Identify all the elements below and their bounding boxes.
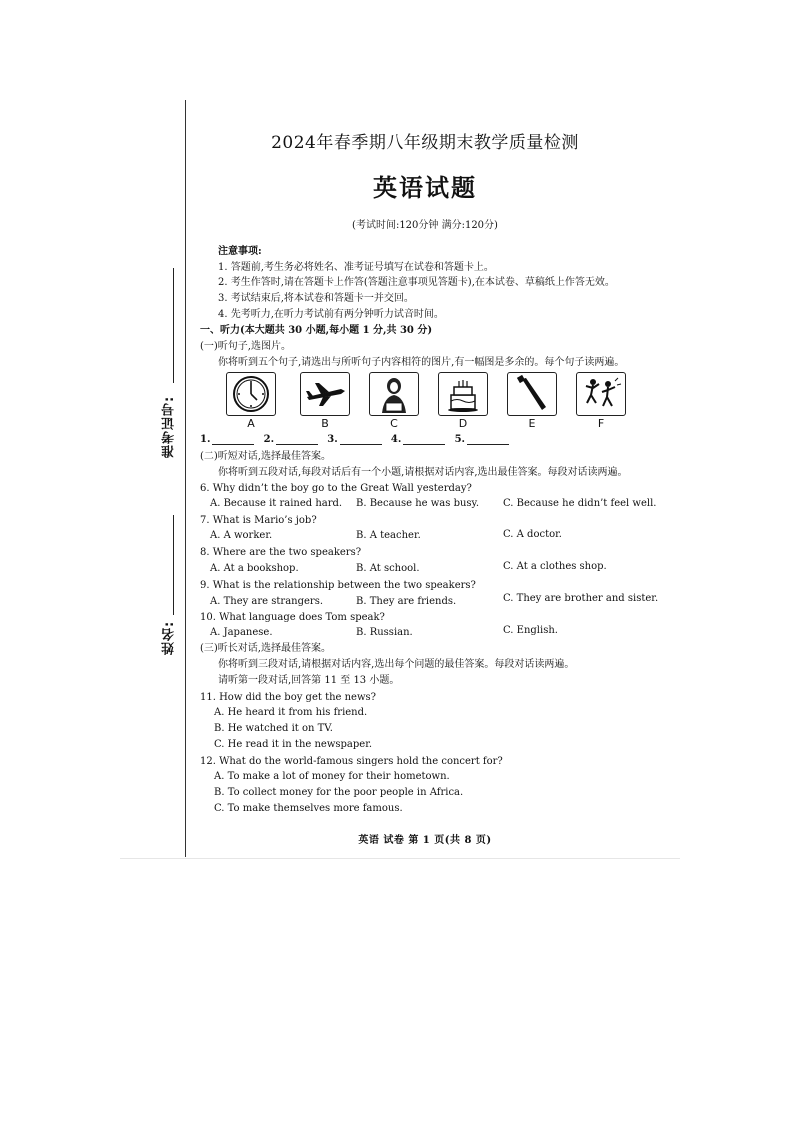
blank-number: 3.	[327, 434, 338, 445]
section-heading: 一、听力(本大题共 30 小题,每小题 1 分,共 30 分)	[200, 325, 433, 336]
option-b: B. They are friends.	[356, 596, 457, 607]
option-c: C. Because he didn’t feel well.	[503, 498, 657, 509]
note-item: 2. 考生作答时,请在答题卡上作答(答题注意事项见答题卡),在本试卷、草稿纸上作答无效。	[218, 277, 615, 288]
option-b: B. He watched it on TV.	[214, 723, 333, 734]
page-footer: 英语 试卷 第 1 页(共 8 页)	[358, 835, 492, 846]
part-heading: (二)听短对话,选择最佳答案。	[200, 451, 331, 462]
option-c: C. A doctor.	[503, 529, 562, 540]
option-a: A. They are strangers.	[210, 596, 324, 607]
question-9: 9. What is the relationship between the two speakers?	[200, 580, 476, 591]
picture-label: E	[528, 417, 536, 430]
part-heading: (三)听长对话,选择最佳答案。	[200, 643, 331, 654]
option-b: B. At school.	[356, 563, 420, 574]
question-6: 6. Why didn’t the boy go to the Great Wall yesterday?	[200, 483, 472, 494]
part-instruction: 你将听到五段对话,每段对话后有一个小题,请根据对话内容,选出最佳答案。每段对话读两遍。	[218, 467, 628, 478]
picture-label: D	[458, 417, 468, 430]
note-item: 3. 考试结束后,将本试卷和答题卡一并交回。	[218, 293, 414, 304]
picture-label: F	[597, 417, 605, 430]
blank-number: 5.	[454, 434, 466, 445]
option-c: C. English.	[503, 625, 558, 636]
question-10: 10. What language does Tom speak?	[200, 612, 385, 623]
exam-time-info: (考试时间:120分钟 满分:120分)	[352, 220, 498, 231]
option-a: A. At a bookshop.	[210, 563, 299, 574]
option-a: A. He heard it from his friend.	[214, 707, 368, 718]
question-12: 12. What do the world-famous singers hold the concert for?	[200, 756, 503, 767]
birthday-cake-icon	[438, 372, 488, 430]
question-11: 11. How did the boy get the news?	[200, 692, 377, 703]
answer-blank[interactable]	[403, 434, 445, 445]
binding-line	[185, 100, 186, 857]
part-instruction: 你将听到五个句子,请选出与所听句子内容相符的图片,有一幅图是多余的。每个句子读两遍。	[218, 357, 625, 368]
option-b: B. To collect money for the poor people in Africa.	[214, 787, 464, 798]
ticket-number-underline	[173, 268, 174, 383]
name-underline	[173, 515, 174, 615]
part-heading: (一)听句子,选图片。	[200, 341, 291, 352]
ticket-number-label: 准考证号:	[162, 395, 177, 458]
name-label: 姓名:	[162, 620, 177, 655]
picture-label: A	[247, 417, 255, 430]
option-b: B. A teacher.	[356, 530, 421, 541]
note-item: 4. 先考听力,在听力考试前有两分钟听力试音时间。	[218, 309, 444, 320]
part-sub-instruction: 请听第一段对话,回答第 11 至 13 小题。	[218, 675, 400, 686]
woman-portrait-icon	[369, 372, 419, 430]
option-c: C. At a clothes shop.	[503, 561, 607, 572]
blank-number: 4.	[390, 434, 402, 445]
answer-blanks	[200, 434, 515, 445]
picture-label: B	[321, 417, 329, 430]
exam-subject-title: 英语试题	[373, 173, 477, 202]
page-edge-line	[120, 858, 680, 859]
answer-blank[interactable]	[467, 434, 509, 445]
option-c: C. To make themselves more famous.	[214, 803, 403, 814]
question-8: 8. Where are the two speakers?	[200, 547, 362, 558]
blank-number: 2.	[263, 434, 275, 445]
option-c: C. He read it in the newspaper.	[214, 739, 373, 750]
cricket-bat-icon	[507, 372, 557, 430]
answer-blank[interactable]	[340, 434, 382, 445]
exam-title: 2024年春季期八年级期末教学质量检测	[271, 133, 579, 153]
option-a: A. Because it rained hard.	[210, 498, 343, 509]
notes-heading: 注意事项:	[218, 246, 262, 257]
answer-blank[interactable]	[276, 434, 318, 445]
blank-number: 1.	[200, 434, 211, 445]
part-instruction: 你将听到三段对话,请根据对话内容,选出每个问题的最佳答案。每段对话读两遍。	[218, 659, 575, 670]
name-field	[160, 515, 186, 655]
option-c: C. They are brother and sister.	[503, 593, 659, 604]
clock-icon	[226, 372, 276, 430]
option-a: A. To make a lot of money for their hometown.	[214, 771, 450, 782]
airplane-icon	[300, 372, 350, 430]
option-b: B. Russian.	[356, 627, 413, 638]
option-a: A. Japanese.	[210, 627, 273, 638]
note-item: 1. 答题前,考生务必将姓名、准考证号填写在试卷和答题卡上。	[218, 262, 494, 273]
dancing-figures-icon	[576, 372, 626, 430]
question-7: 7. What is Mario’s job?	[200, 515, 317, 526]
ticket-number-field	[160, 268, 186, 458]
picture-label: C	[390, 417, 398, 430]
option-b: B. Because he was busy.	[356, 498, 480, 509]
answer-blank[interactable]	[212, 434, 254, 445]
option-a: A. A worker.	[210, 530, 273, 541]
picture-options	[226, 372, 646, 432]
